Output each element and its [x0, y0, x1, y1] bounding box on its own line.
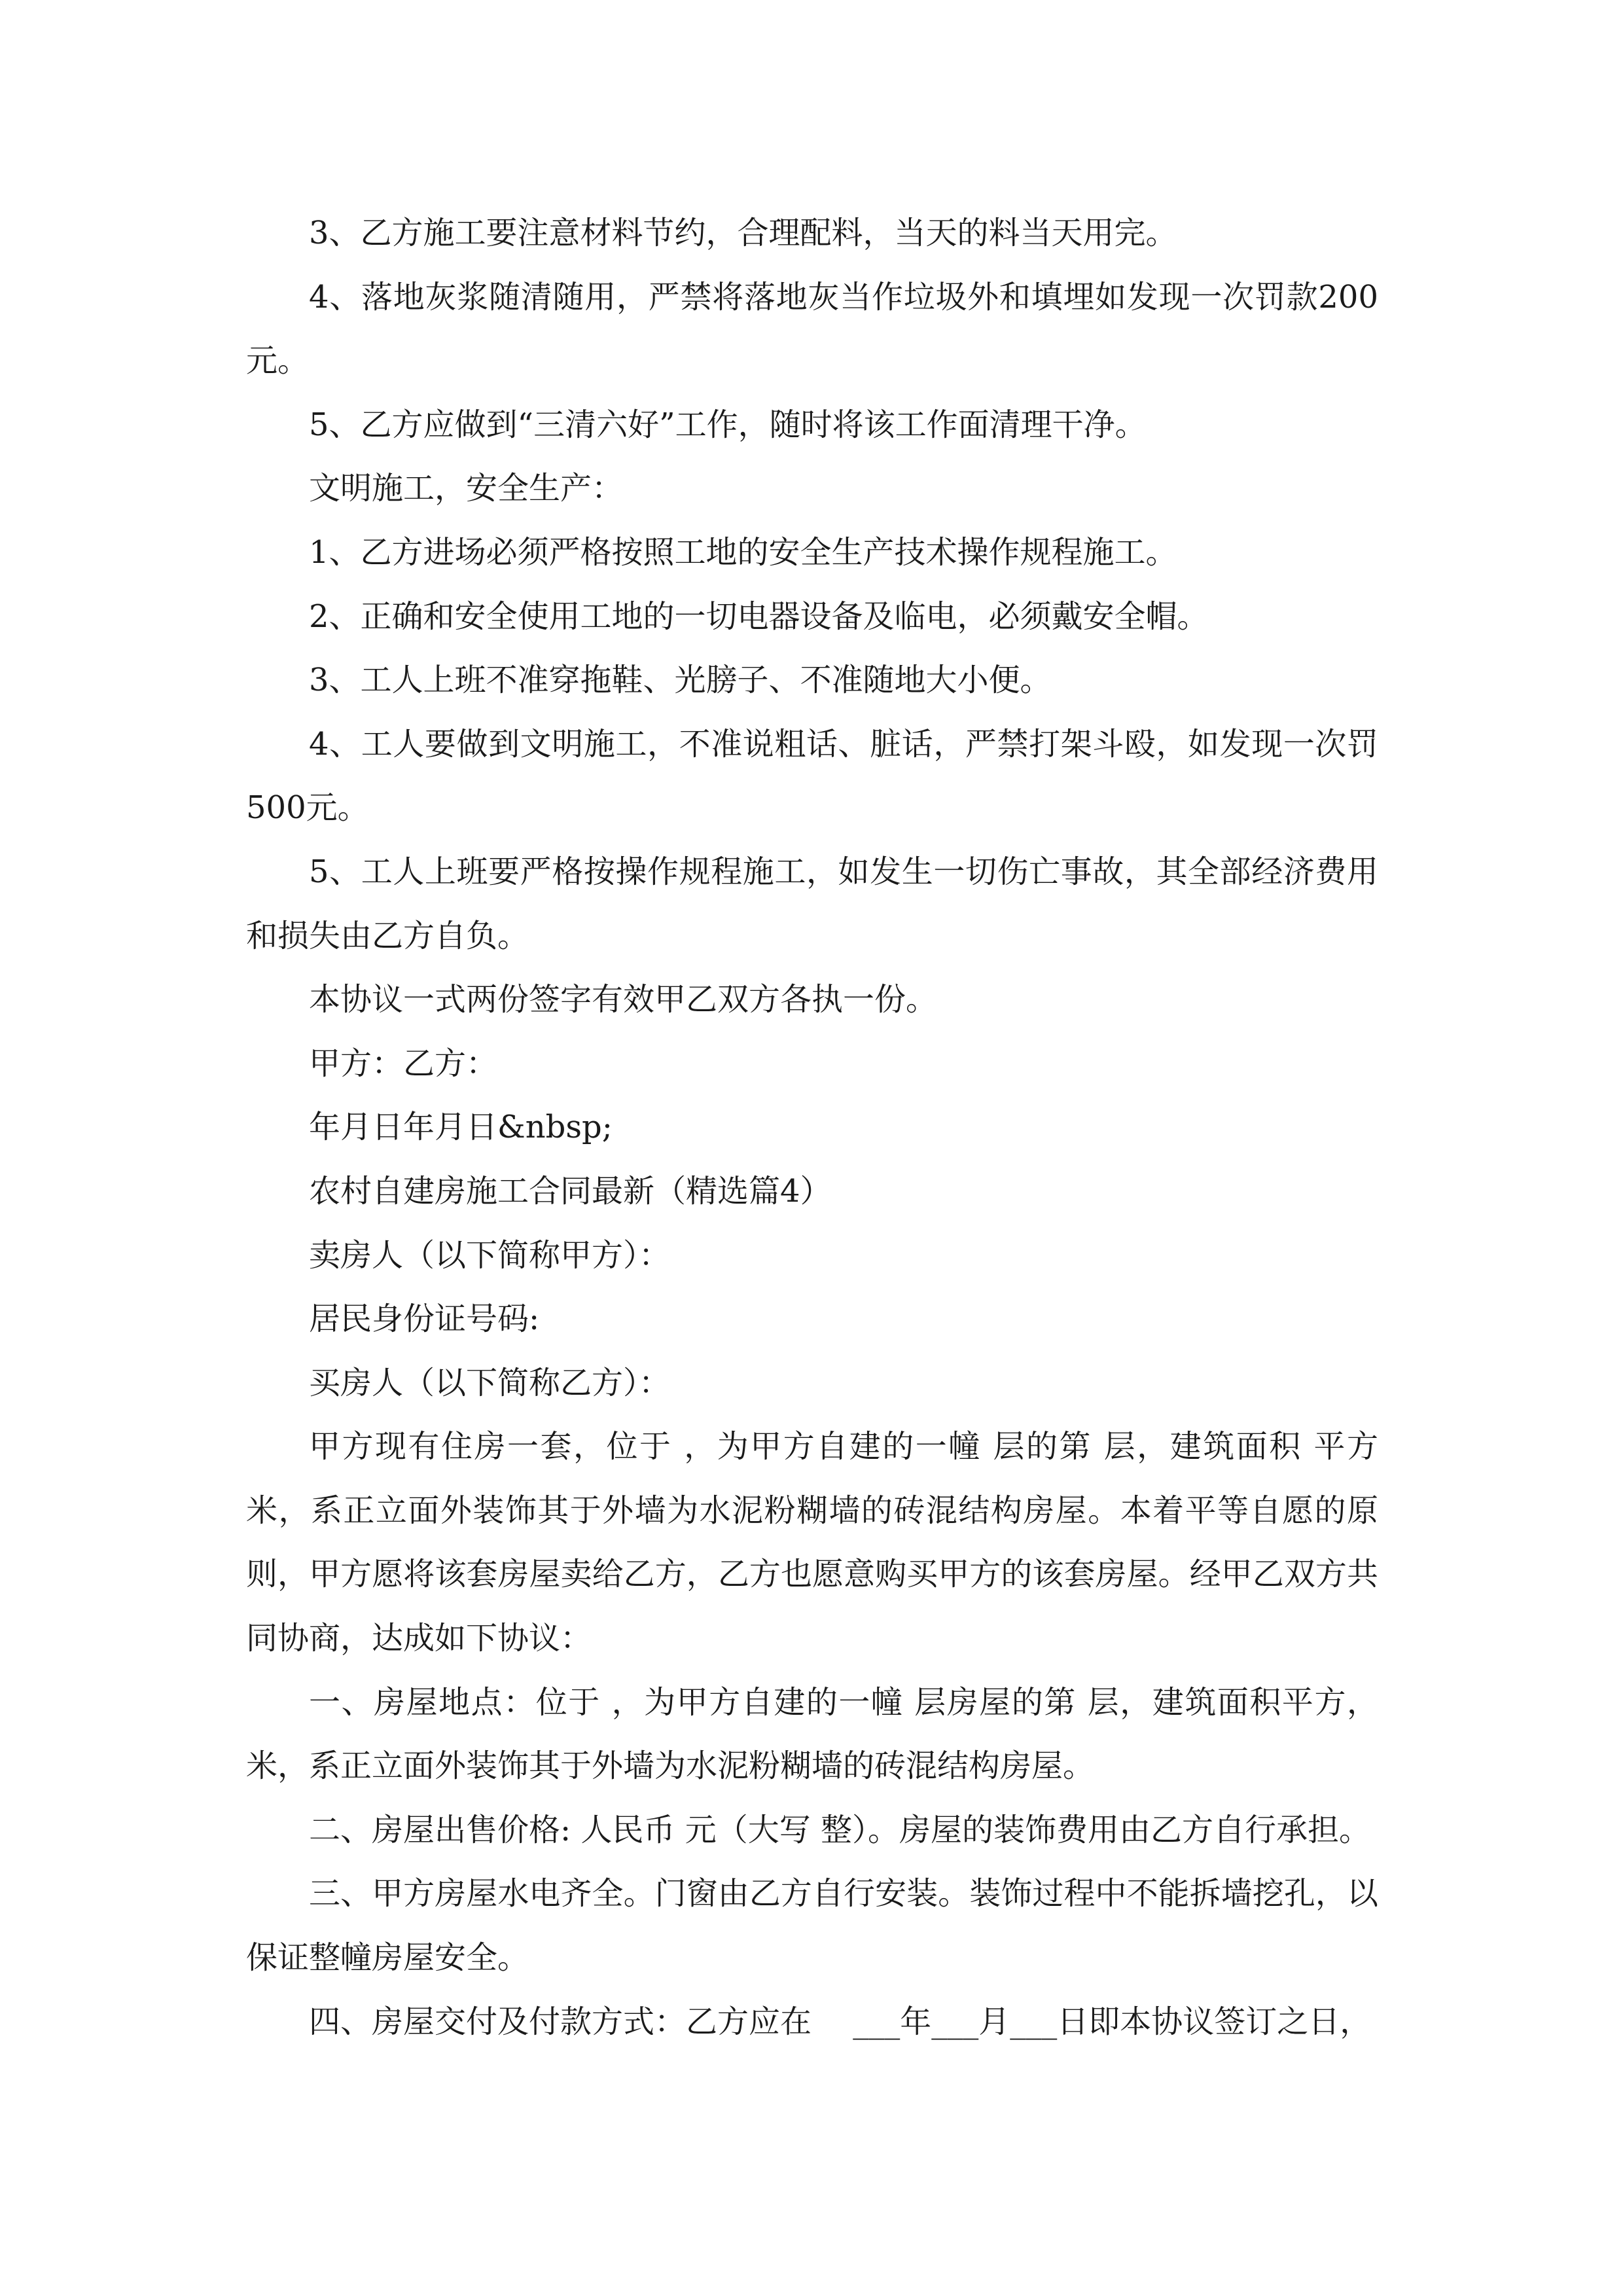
- section-title: 农村自建房施工合同最新（精选篇4）: [309, 1172, 832, 1210]
- id-number-line: 居民身份证号码:: [309, 1300, 540, 1338]
- section-heading: 文明施工，安全生产：: [309, 470, 624, 507]
- document-body: [246, 202, 1378, 2054]
- date-line: 年月日年月日&nbsp;: [309, 1109, 613, 1146]
- paragraph: 4、落地灰浆随清随用，严禁将落地灰当作垃圾外和填埋如发现一次罚款200元。: [246, 278, 1378, 380]
- paragraph: 甲方现有住房一套，位于 ，为甲方自建的一幢 层的第 层，建筑面积 平方米，系正立面外装饰其于外墙为水泥粉糊墙的砖混结构房屋。本着平等自愿的原则，甲方愿将该套房屋卖给乙方，乙方也愿意购买甲方的该套房屋。经甲乙双方共同协商，达成如下协议：: [246, 1428, 1378, 1657]
- paragraph: 3、工人上班不准穿拖鞋、光膀子、不准随地大小便。: [309, 662, 1052, 699]
- paragraph: 1、乙方进场必须严格按照工地的安全生产技术操作规程施工。: [309, 533, 1177, 571]
- paragraph: 二、房屋出售价格: 人民币 元（大写 整）。房屋的装饰费用由乙方自行承担。: [309, 1811, 1370, 1848]
- paragraph: 三、甲方房屋水电齐全。门窗由乙方自行安装。装饰过程中不能拆墙挖孔，以保证整幢房屋安全。: [246, 1875, 1378, 1977]
- paragraph: 5、乙方应做到“三清六好”工作，随时将该工作面清理干净。: [309, 406, 1147, 443]
- signature-line: 甲方：乙方：: [309, 1045, 498, 1082]
- paragraph: 4、工人要做到文明施工，不准说粗话、脏话，严禁打架斗殴，如发现一次罚500元。: [246, 725, 1378, 827]
- paragraph: 一、房屋地点：位于 ，为甲方自建的一幢 层房屋的第 层，建筑面积平方，米，系正立面外装饰其于外墙为水泥粉糊墙的砖混结构房屋。: [246, 1683, 1378, 1785]
- paragraph: 5、工人上班要严格按操作规程施工，如发生一切伤亡事故，其全部经济费用和损失由乙方自负。: [246, 853, 1378, 954]
- paragraph: 四、房屋交付及付款方式：乙方应在 ___年___月___日即本协议签订之日，: [309, 2003, 1372, 2040]
- paragraph: 2、正确和安全使用工地的一切电器设备及临电，必须戴安全帽。: [309, 598, 1209, 635]
- paragraph: 本协议一式两份签字有效甲乙双方各执一份。: [309, 981, 938, 1018]
- seller-line: 卖房人（以下简称甲方）：: [309, 1236, 671, 1274]
- paragraph: 3、乙方施工要注意材料节约，合理配料，当天的料当天用完。: [309, 215, 1177, 251]
- buyer-line: 买房人（以下简称乙方）：: [309, 1364, 671, 1401]
